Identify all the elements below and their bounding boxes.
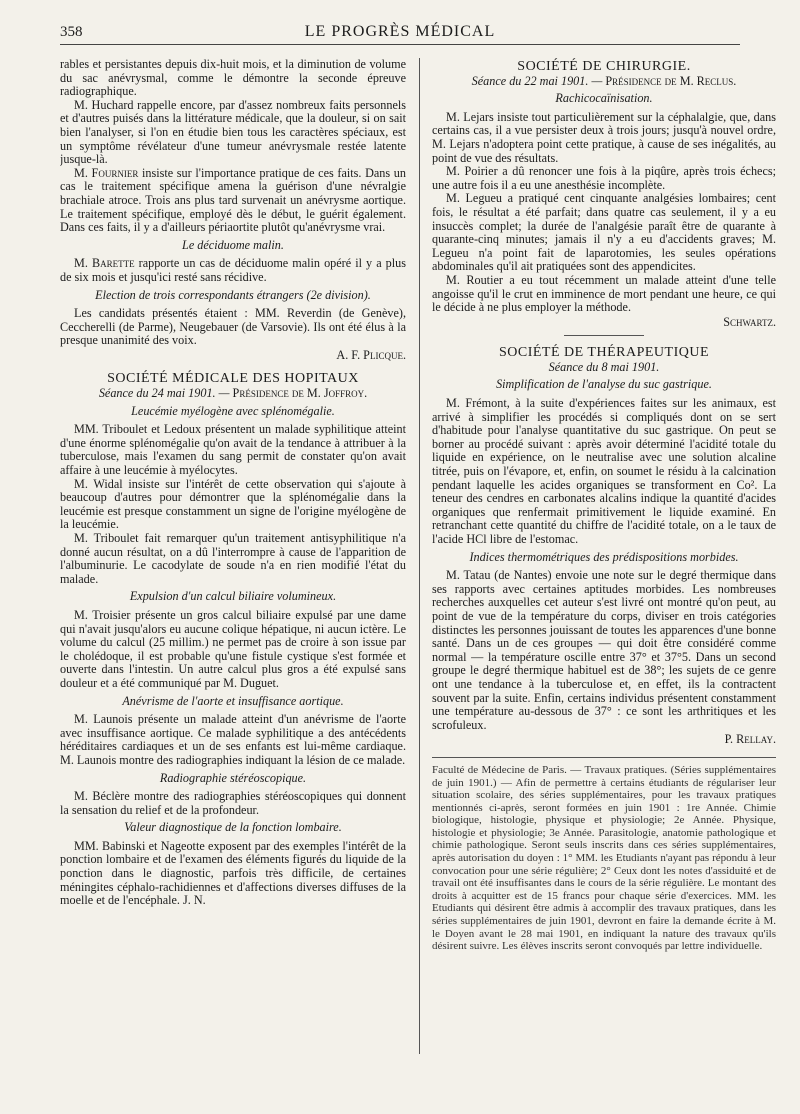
paragraph: M. Widal insiste sur l'intérêt de cette observation qui s'ajoute à beaucoup d'autres pour démontrer que la splénomégalie dans la leucémie est presque constamment un signe de l'origine myélogène de la leucémie.: [60, 476, 406, 532]
section-subheading: Indices thermométriques des prédispositions morbides.: [469, 549, 739, 564]
section-subheading: Rachicocaïnisation.: [555, 91, 653, 106]
paragraph: MM. Babinski et Nageotte exposent par des exemples l'intérêt de la ponction lombaire et de l'examen des éléments figurés du liquide de la ponction dans le diagnostic, parfois très difficile, de certaines méningites céphalo-rachidiennes et d'affections diverses diffuses de la moelle et de l'encéphale. J. N.: [60, 838, 406, 908]
running-head: [60, 18, 740, 45]
paragraph: [60, 257, 406, 284]
column-divider: [419, 58, 420, 1054]
notice-text: Faculté de Médecine de Paris. — Travaux pratiques. (Séries supplémentaires de juin 1901.) — Afin de permettre à certains étudiants de régulariser leur situation scolaire, des séries supplémentaires, pour les travaux pratiques mentionnés ci-après, seront formées en juin 1901 : 1re Année. Chimie biologique, histologie, physique et physiologie; 2e Année. Physique, histologie et physiologie; 3e Année. Parasitologie, anatomie pathologique et chimie pathologique. Seront seuls inscrits dans ces séries supplémentaires, après autorisation du doyen : 1° MM. les Etudiants n'ayant pas répondu à leur convocation pour une série régulière; 2° Ceux dont les notes d'assiduité et de travail ont été insuffisantes dans le cours de la série régulière. Le montant des droits à acquitter est de 15 francs pour chaque série d'exercices. MM. les Etudiants qui désirent être admis à accomplir des travaux pratiques, dans les séries supplémentaires de juin 1901, devront en faire la demande écrite à M. le Doyen avant le 28 mai 1901, en indiquant la nature des travaux qu'ils désirent suivre. Les élèves inscrits seront convoqués par lettre individuelle.: [432, 763, 776, 953]
section-subheading: Le déciduome malin.: [182, 237, 284, 252]
session-date: Séance du 22 mai 1901. —: [471, 73, 603, 88]
paragraph: M. Béclère montre des radiographies stéréoscopiques qui donnent la sensation du relief et de la profondeur.: [60, 789, 406, 817]
paragraph: M. Routier a eu tout récemment un malade atteint d'une telle angoisse qu'il le crut en imminence de mort pendant une heure, ce qui le décide à ne plus employer la méthode.: [432, 272, 776, 315]
society-heading: SOCIÉTÉ DE THÉRAPEUTIQUE: [498, 345, 710, 361]
section-subheading: Anévrisme de l'aorte et insuffisance aortique.: [122, 693, 344, 708]
page-number: 358: [60, 24, 83, 40]
faculty-notice: [432, 764, 776, 953]
paragraph: M. Poirier a dû renoncer une fois à la piqûre, après trois échecs; une autre fois il a eu une anesthésie incomplète.: [432, 164, 776, 192]
session-line: [60, 387, 406, 401]
paragraph: M. Legueu a pratiqué cent cinquante analgésies lombaires; cent fois, le résultat a été parfait; dans quatre cas seulement, il y a eu insuccès complet; la durée de l'analgésie paraît être de quarante à quarante-cinq minutes; jamais il n'y a eu d'accidents graves; M. Legueu n'a point fait de laparotomies, les seules opérations abdominales qu'il ait pratiquées sont des appendicites.: [432, 191, 776, 274]
session-president: Présidence de M. Reclus.: [605, 73, 737, 88]
society-heading: SOCIÉTÉ MÉDICALE DES HOPITAUX: [107, 371, 359, 387]
paragraph: [60, 167, 406, 235]
signature: P. Rellay.: [724, 732, 776, 747]
paragraph-text: rapporte un cas de déciduome malin opéré il y a plus de six mois et jusqu'ici resté sans récidive.: [60, 256, 406, 284]
paragraph: M. Huchard rappelle encore, par d'assez nombreux faits personnels et d'autres puisés dans la littérature médicale, que la douleur, si on sait bien l'analyser, si l'on en étudie bien tous les caractères spéciaux, est un symptôme révélateur d'une tumeur anévrysmale restée latente jusque-là.: [60, 97, 406, 167]
paragraph: M. Launois présente un malade atteint d'un anévrisme de l'aorte avec insuffisance aortique. Ce malade syphilitique a des antécédents héréditaires cardiaques et un de ses enfants est lui-même cardiaque. M. Launois montre des radiographies indiquant la lésion de ce malade.: [60, 712, 406, 767]
paragraph: Les candidats présentés étaient : MM. Reverdin (de Genève), Ceccherelli (de Parme), Neugebauer (de Varsovie). Ils ont été élus à la presque unanimité des voix.: [60, 306, 406, 348]
journal-title: LE PROGRÈS MÉDICAL: [304, 23, 496, 40]
paragraph: M. Tatau (de Nantes) envoie une note sur le degré thermique dans ses rapports avec certaines aptitudes morbides. Les nombreuses recherches auxquelles cet auteur s'est livré ont montré qu'on peut, au point de vue de la température du corps, diviser en trois catégories distinctes les personnes jouissant de toutes les apparences d'une bonne santé. Dans un de ces groupes — qui doit être considéré comme normal — la température oscille entre 37° et 37°5. Dans un second groupe le degré thermique habituel est de 38°; les sujets de ce genre ont une tendance à la tuberculose et, en effet, ils la contractent souvent par la suite. Enfin, certains individus présentent constamment une température au-dessous de 37° : ce sont les arthritiques et les scrofuleux.: [432, 568, 776, 732]
section-subheading: Radiographie stéréoscopique.: [159, 770, 307, 785]
paragraph: M. Lejars insiste tout particulièrement sur la céphalalgie, que, dans certains cas, il a vue persister deux à trois jours; jusqu'à nouvel ordre, M. Lejars n'adoptera point cette pratique, à cause de ses inégalités, au point de vue des résultats.: [432, 109, 776, 165]
session-line: [432, 75, 776, 89]
section-subheading: Election de trois correspondants étrangers (2e division).: [95, 287, 371, 302]
speaker-name: M. Fournier: [74, 165, 139, 180]
paragraph: M. Frémont, à la suite d'expériences faites sur les animaux, est arrivé à simplifier les procédés si compliqués dont on se sert d'habitude pour l'analyse quantitative du suc gastrique. On peut se borner au procédé suivant : après avoir déterminé l'acidité totale du liquide en expérience, on le neutralise avec une solution alcaline titrée, puis on l'évapore, et, enfin, on soumet le résidu à la calcination pendant laquelle les acides organiques se transforment en Co². La teneur des cendres en carbonates alcalins indique la quantité d'acides organiques que renfermait primitivement le liquide examiné. En retranchant cette quantité du chiffre de l'acidité totale, on a le taux de l'acide HCl libre de l'estomac.: [432, 396, 776, 546]
speaker-name: M. Barette: [74, 256, 135, 271]
paragraph: M. Triboulet fait remarquer qu'un traitement antisyphilitique n'a donné aucun résultat, on a dû l'interrompre à cause de l'apparition de l'albuminurie. Le cacodylate de soude n'a en rien modifié l'état du malade.: [60, 531, 406, 586]
paragraph: rables et persistantes depuis dix-huit mois, et la diminution de volume du sac anévrysmal, comme le démontre la seconde épreuve radiographique.: [60, 58, 406, 99]
paragraph: MM. Triboulet et Ledoux présentent un malade syphilitique atteint d'une énorme splénomégalie qu'on avait de la tendance à attribuer à la tuberculose, mais l'examen du sang permit de constater qu'on avait affaire à une leucémie à myélocytes.: [60, 422, 406, 478]
section-rule: [564, 335, 644, 336]
section-subheading: Simplification de l'analyse du suc gastrique.: [496, 377, 712, 392]
section-subheading: Valeur diagnostique de la fonction lombaire.: [124, 820, 342, 835]
paragraph: M. Troisier présente un gros calcul biliaire expulsé par une dame qui n'avait jusqu'alors eu aucune colique hépatique, ni aucun ictère. Le volume du calcul (25 millim.) ne permet pas de croire à son issue par le cholédoque, il est probable qu'une fistule cystique s'est formée et ouverte dans l'intestin. Un autre calcul plus gros a été expulsé sans douleur et a été communiqué par M. Duguet.: [60, 607, 406, 690]
session-president: Présidence de M. Joffroy.: [232, 386, 368, 401]
section-subheading: Expulsion d'un calcul biliaire volumineux.: [129, 589, 337, 604]
session-line: Séance du 8 mai 1901.: [548, 359, 660, 374]
paragraph-text: insiste sur l'importance pratique de ces faits. Dans un cas le traitement spécifique amena la guérison d'une névralgie brachiale atroce. Trois ans plus tard survenait un anévrysme aortique. Le traitement spécifique, employé dès le début, le guérit également. Dans ces faits, il y a d'ailleurs périaortite plutôt qu'anévrysme vrai.: [60, 165, 406, 235]
right-column: [432, 58, 776, 1054]
section-subheading: Leucémie myélogène avec splénomégalie.: [131, 403, 335, 418]
left-column: [60, 58, 406, 1054]
session-date: Séance du 24 mai 1901. —: [98, 386, 230, 401]
society-heading: SOCIÉTÉ DE CHIRURGIE.: [517, 59, 691, 74]
signature: A. F. Plicque.: [336, 347, 406, 362]
signature: Schwartz.: [723, 314, 776, 329]
section-rule: [432, 757, 776, 758]
